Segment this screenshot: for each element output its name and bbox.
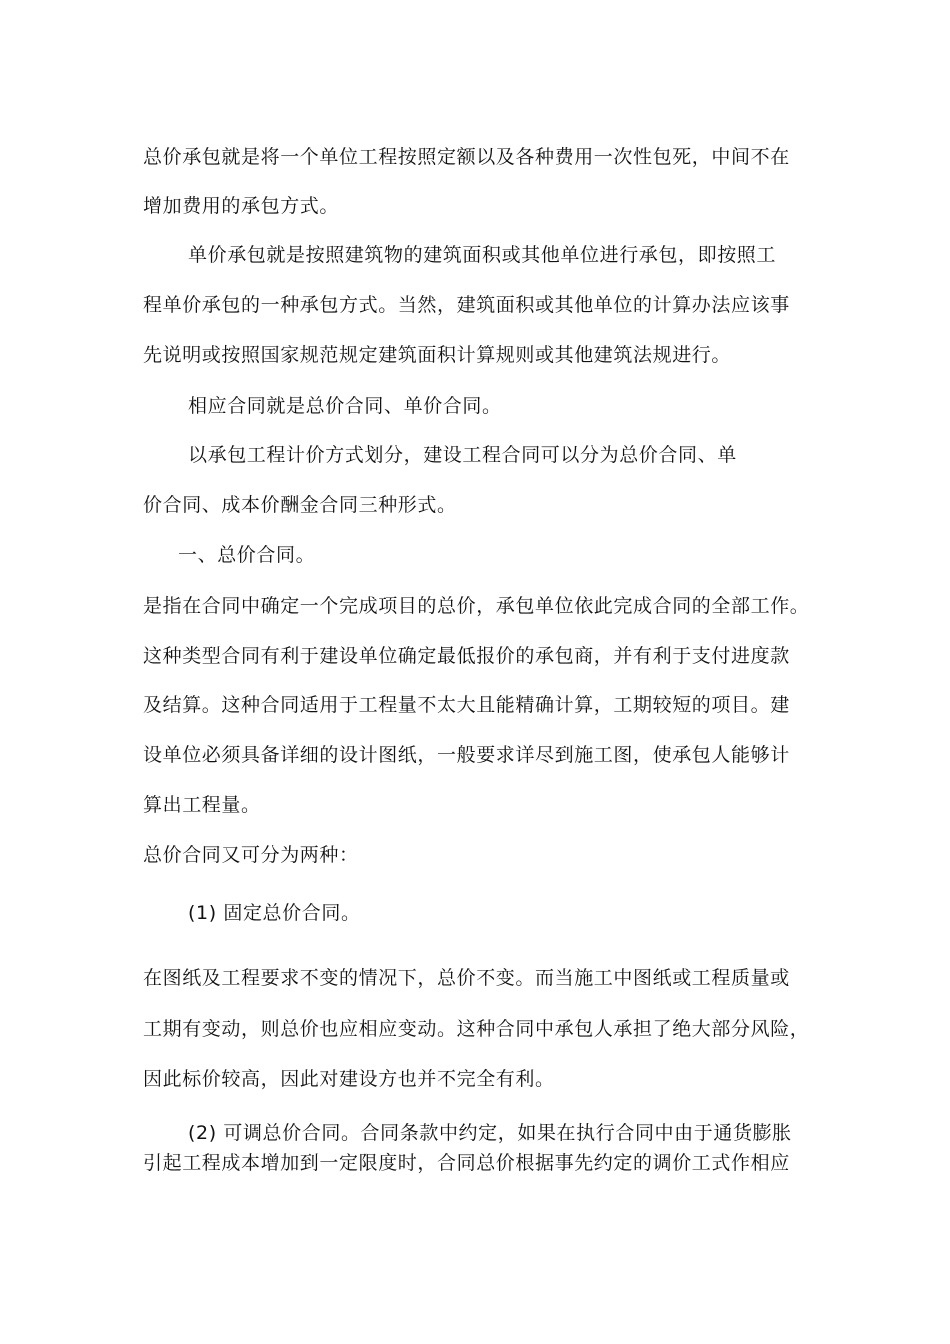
paragraph-line: 算出工程量。 <box>143 794 261 816</box>
section-heading: 一、总价合同。 <box>178 544 316 566</box>
paragraph-line: 程单价承包的一种承包方式。当然，建筑面积或其他单位的计算办法应该事 <box>143 294 790 316</box>
paragraph-line: 相应合同就是总价合同、单价合同。 <box>188 395 502 417</box>
paragraph-line: 先说明或按照国家规范规定建筑面积计算规则或其他建筑法规进行。 <box>143 344 732 366</box>
paragraph-line: 工期有变动，则总价也应相应变动。这种合同中承包人承担了绝大部分风险， <box>143 1018 810 1040</box>
paragraph-line: 单价承包就是按照建筑物的建筑面积或其他单位进行承包，即按照工 <box>188 244 777 266</box>
paragraph-line: 是指在合同中确定一个完成项目的总价，承包单位依此完成合同的全部工作。 <box>143 595 810 617</box>
paragraph-line: 价合同、成本价酬金合同三种形式。 <box>143 494 457 516</box>
paragraph-line: 及结算。这种合同适用于工程量不太大且能精确计算，工期较短的项目。建 <box>143 694 790 716</box>
paragraph-line: 增加费用的承包方式。 <box>143 195 340 217</box>
paragraph-line: 以承包工程计价方式划分，建设工程合同可以分为总价合同、单 <box>188 444 737 466</box>
list-item-heading: (2) 可调总价合同。合同条款中约定，如果在执行合同中由于通货膨胀 <box>188 1122 792 1144</box>
paragraph-line: 总价承包就是将一个单位工程按照定额以及各种费用一次性包死，中间不在 <box>143 146 790 168</box>
paragraph-line: 因此标价较高，因此对建设方也并不完全有利。 <box>143 1068 555 1090</box>
paragraph-line: 总价合同又可分为两种： <box>143 844 359 866</box>
paragraph-line: 引起工程成本增加到一定限度时，合同总价根据事先约定的调价工式作相应 <box>143 1152 790 1174</box>
paragraph-line: 在图纸及工程要求不变的情况下，总价不变。而当施工中图纸或工程质量或 <box>143 967 790 989</box>
paragraph-line: 这种类型合同有利于建设单位确定最低报价的承包商，并有利于支付进度款 <box>143 645 790 667</box>
list-item-heading: (1) 固定总价合同。 <box>188 902 361 924</box>
paragraph-line: 设单位必须具备详细的设计图纸，一般要求详尽到施工图，使承包人能够计 <box>143 744 790 766</box>
